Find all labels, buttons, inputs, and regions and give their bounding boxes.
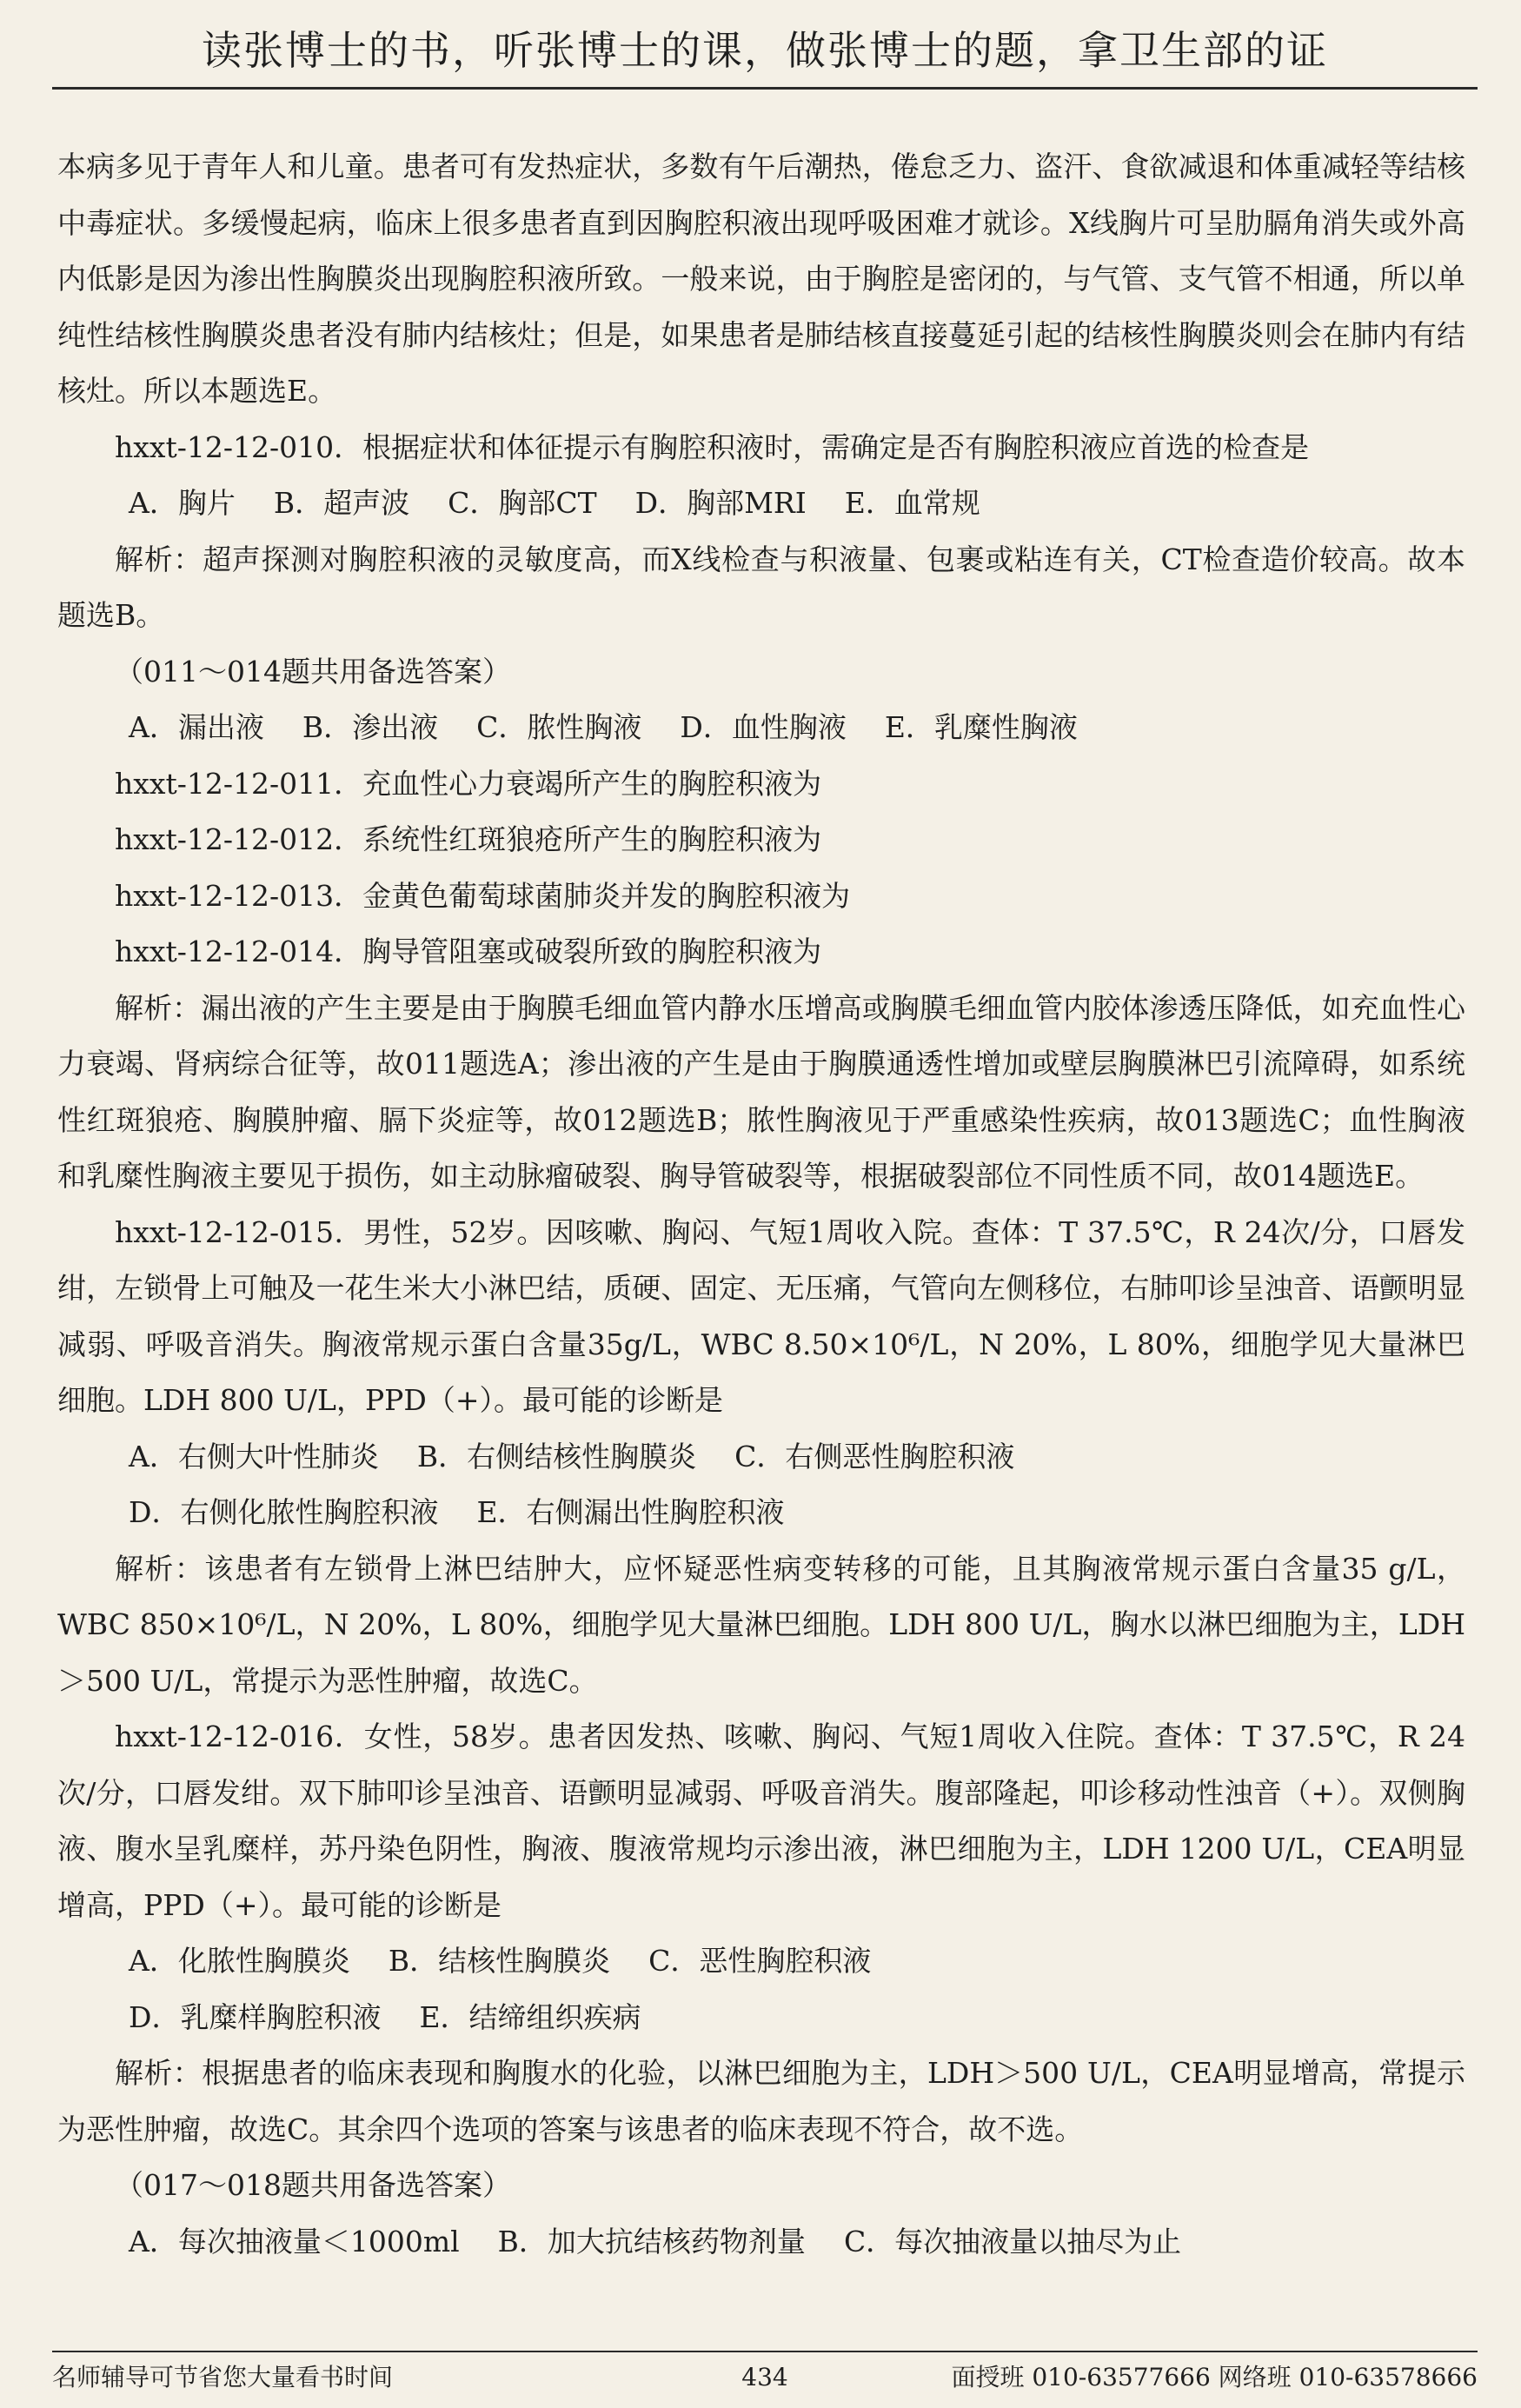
page-number: 434 [741, 2363, 788, 2391]
question-010: hxxt-12-12-010．根据症状和体征提示有胸腔积液时，需确定是否有胸腔积液应首选的检查是 [115, 429, 1310, 464]
option-d: D．乳糜样胸腔积液 [129, 1999, 382, 2034]
shared-options-heading-011-014: （011～014题共用备选答案） [115, 654, 511, 688]
question-012: hxxt-12-12-012．系统性红斑狼疮所产生的胸腔积液为 [115, 822, 822, 856]
header-divider [52, 87, 1478, 90]
option-d: D．右侧化脓性胸腔积液 [129, 1495, 439, 1529]
paragraph-explanation: 本病多见于青年人和儿童。患者可有发热症状，多数有午后潮热，倦怠乏力、盗汗、食欲减退和体重减轻等结核中毒症状。多缓慢起病，临床上很多患者直到因胸腔积液出现呼吸困难才就诊。X线胸片可呈肋膈角消失或外高内低影是因为渗出性胸膜炎出现胸腔积液所致。一般来说，由于胸腔是密闭的，与气管、支气管不相通，所以单纯性结核性胸膜炎患者没有肺内结核灶；但是，如果患者是肺结核直接蔓延引起的结核性胸膜炎则会在肺内有结核灶。所以本题选E。 [57, 150, 1465, 408]
footer-divider [52, 2351, 1478, 2352]
analysis-016: 解析：根据患者的临床表现和胸腹水的化验，以淋巴细胞为主，LDH＞500 U/L，CEA明显增高，常提示为恶性肿瘤，故选C。其余四个选项的答案与该患者的临床表现不符合，故不选。 [57, 2056, 1465, 2146]
shared-options-011-014 [57, 700, 1465, 756]
option-c: C．每次抽液量以抽尽为止 [843, 2224, 1182, 2258]
option-a: A．胸片 [129, 486, 236, 520]
option-e: E．右侧漏出性胸腔积液 [476, 1495, 785, 1529]
option-c: C．胸部CT [448, 486, 597, 520]
options-010 [57, 476, 1465, 532]
analysis-011-014: 解析：漏出液的产生主要是由于胸膜毛细血管内静水压增高或胸膜毛细血管内胶体渗透压降低，如充血性心力衰竭、肾病综合征等，故011题选A；渗出液的产生是由于胸膜通透性增加或壁层胸膜淋巴引流障碍，如系统性红斑狼疮、胸膜肿瘤、膈下炎症等，故012题选B；脓性胸液见于严重感染性疾病，故013题选C；血性胸液和乳糜性胸液主要见于损伤，如主动脉瘤破裂、胸导管破裂等，根据破裂部位不同性质不同，故014题选E。 [57, 990, 1465, 1193]
option-a: A．右侧大叶性肺炎 [129, 1439, 379, 1473]
question-011: hxxt-12-12-011．充血性心力衰竭所产生的胸腔积液为 [115, 766, 822, 801]
option-c: C．右侧恶性胸腔积液 [734, 1439, 1015, 1473]
option-e: E．结缔组织疾病 [419, 1999, 641, 2034]
option-a: A．每次抽液量＜1000ml [129, 2224, 460, 2258]
question-014: hxxt-12-12-014．胸导管阻塞或破裂所致的胸腔积液为 [115, 935, 822, 968]
option-d: D．胸部MRI [634, 486, 807, 520]
options-015-row2 [57, 1485, 1465, 1541]
option-b: B．加大抗结核药物剂量 [497, 2224, 806, 2258]
footer-slogan: 名师辅导可节省您大量看书时间 [52, 2363, 394, 2391]
analysis-015: 解析：该患者有左锁骨上淋巴结肿大，应怀疑恶性病变转移的可能，且其胸液常规示蛋白含量35 g/L，WBC 850×10⁶/L，N 20%，L 80%，细胞学见大量淋巴细胞。LDH 800 U/L，胸水以淋巴细胞为主，LDH＞500 U/L，常提示为恶性肿瘤，故选C。 [57, 1551, 1465, 1698]
shared-options-017-018 [57, 2214, 1465, 2271]
question-015: hxxt-12-12-015．男性，52岁。因咳嗽、胸闷、气短1周收入院。查体：T 37.5℃，R 24次/分，口唇发绀，左锁骨上可触及一花生米大小淋巴结，质硬、固定、无压痛，气管向左侧移位，右肺叩诊呈浊音、语颤明显减弱、呼吸音消失。胸液常规示蛋白含量35g/L，WBC 8.50×10⁶/L，N 20%，L 80%，细胞学见大量淋巴细胞。LDH 800 U/L，PPD（+）。最可能的诊断是 [57, 1214, 1465, 1417]
option-a: A．漏出液 [129, 710, 264, 744]
option-a: A．化脓性胸膜炎 [129, 1944, 350, 1978]
page-footer [52, 2358, 1478, 2398]
option-b: B．超声波 [273, 486, 410, 520]
option-d: D．血性胸液 [680, 710, 847, 744]
option-e: E．乳糜性胸液 [884, 710, 1078, 744]
running-header: 读张博士的书，听张博士的课，做张博士的题，拿卫生部的证 [202, 27, 1328, 74]
option-c: C．恶性胸腔积液 [648, 1944, 872, 1978]
option-b: B．右侧结核性胸膜炎 [416, 1439, 697, 1473]
option-c: C．脓性胸液 [476, 710, 642, 744]
options-016-row1 [57, 1933, 1465, 1990]
option-e: E．血常规 [844, 486, 980, 520]
question-013: hxxt-12-12-013．金黄色葡萄球菌肺炎并发的胸腔积液为 [115, 878, 851, 913]
question-016: hxxt-12-12-016．女性，58岁。患者因发热、咳嗽、胸闷、气短1周收入住院。查体：T 37.5℃，R 24次/分，口唇发绀。双下肺叩诊呈浊音、语颤明显减弱、呼吸音消失。腹部隆起，叩诊移动性浊音（+）。双侧胸液、腹水呈乳糜样，苏丹染色阴性，胸液、腹液常规均示渗出液，淋巴细胞为主，LDH 1200 U/L，CEA明显增高，PPD（+）。最可能的诊断是 [57, 1720, 1465, 1922]
page-content [57, 139, 1465, 2270]
options-015-row1 [57, 1429, 1465, 1486]
option-b: B．渗出液 [302, 710, 439, 744]
options-016-row2 [57, 1990, 1465, 2046]
shared-options-heading-017-018: （017～018题共用备选答案） [115, 2168, 511, 2202]
option-b: B．结核性胸膜炎 [388, 1944, 611, 1978]
footer-contact: 面授班 010-63577666 网络班 010-63578666 [951, 2363, 1478, 2391]
analysis-010: 解析：超声探测对胸腔积液的灵敏度高，而X线检查与积液量、包裹或粘连有关，CT检查造价较高。故本题选B。 [57, 542, 1465, 632]
